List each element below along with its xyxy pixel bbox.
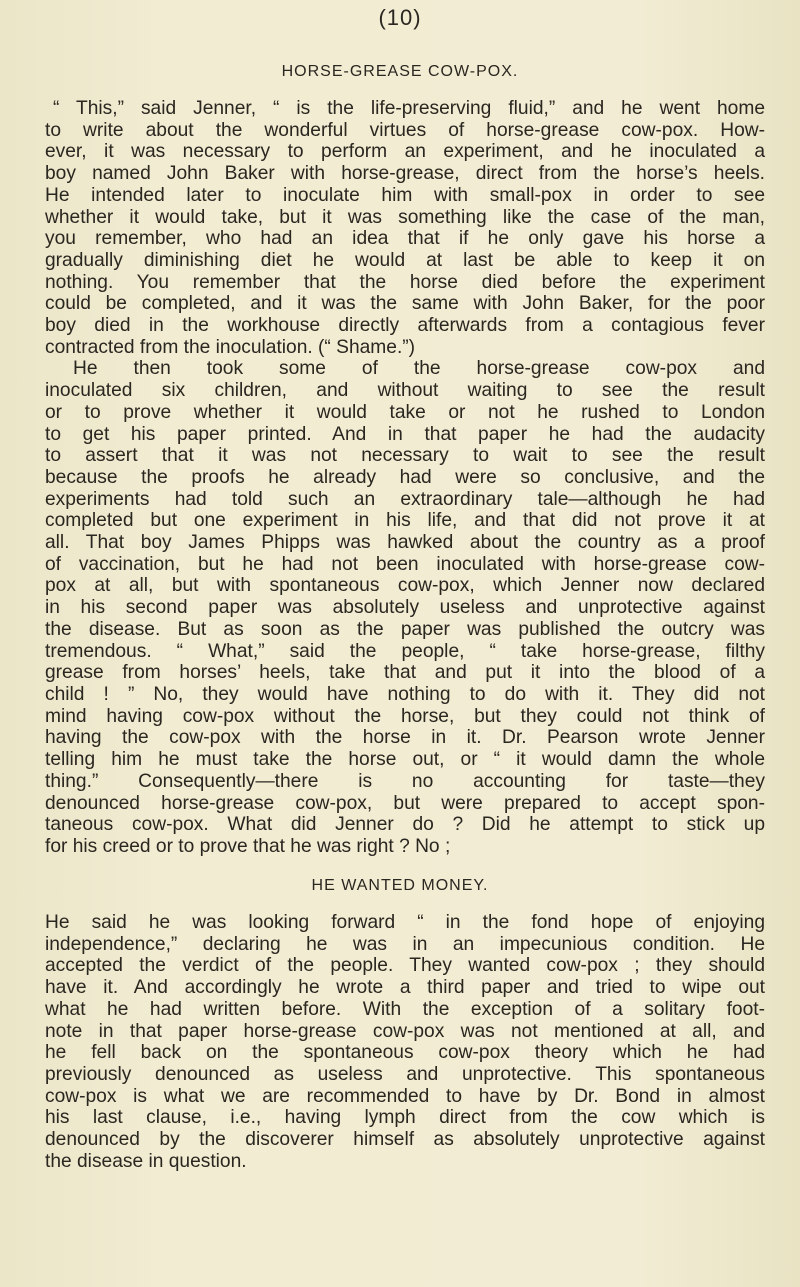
text-line: previously denounced as useless and unprotective. This spontaneous	[45, 1063, 765, 1085]
text-line: to assert that it was not necessary to wait to see the result	[45, 445, 765, 467]
text-line: “ This,” said Jenner, “ is the life-preserving fluid,” and he went home	[53, 98, 765, 119]
paragraph-block-2	[45, 912, 765, 1172]
text-line: having the cow-pox with the horse in it. Dr. Pearson wrote Jenner	[45, 727, 765, 749]
text-line: pox at all, but with spontaneous cow-pox, which Jenner now declared	[45, 575, 765, 597]
text-line: He intended later to inoculate him with small-pox in order to see	[45, 184, 765, 206]
text-line: to get his paper printed. And in that paper he had the audacity	[45, 423, 765, 445]
text-line: or to prove whether it would take or not he rushed to London	[45, 401, 765, 423]
text-line: accepted the verdict of the people. They wanted cow-pox ; they should	[45, 955, 765, 977]
section-heading-horse-grease: HORSE-GREASE COW-POX.	[281, 63, 519, 80]
text-line: boy died in the workhouse directly afterwards from a contagious fever	[45, 315, 765, 337]
text-line: inoculated six children, and without waiting to see the result	[45, 380, 765, 402]
text-line: cow-pox is what we are recommended to have by Dr. Bond in almost	[45, 1085, 765, 1107]
text-line: gradually diminishing diet he would at last be able to keep it on	[45, 249, 765, 271]
text-line: to write about the wonderful virtues of horse-grease cow-pox. How-	[45, 119, 765, 141]
text-line: grease from horses’ heels, take that and put it into the blood of a	[45, 662, 765, 684]
text-line: ever, it was necessary to perform an experiment, and he inoculated a	[45, 141, 765, 163]
text-line: tremendous. “ What,” said the people, “ take horse-grease, filthy	[45, 640, 765, 662]
text-line: the disease in question.	[45, 1150, 247, 1172]
text-line: of vaccination, but he had not been inoculated with horse-grease cow-	[45, 553, 765, 575]
text-line: his last clause, i.e., having lymph direct from the cow which is	[45, 1107, 765, 1129]
text-line: independence,” declaring he was in an impecunious condition. He	[45, 933, 765, 955]
text-line: for his creed or to prove that he was right ? No ;	[45, 835, 451, 857]
text-line: contracted from the inoculation. (“ Shame.”)	[45, 336, 416, 358]
text-line: in his second paper was absolutely useless and unprotective against	[45, 597, 765, 619]
text-line: nothing. You remember that the horse died before the experiment	[45, 271, 765, 293]
text-line: have it. And accordingly he wrote a third paper and tried to wipe out	[45, 977, 765, 999]
text-line: taneous cow-pox. What did Jenner do ? Did he attempt to stick up	[45, 814, 765, 836]
text-line: because the proofs he already had were so conclusive, and the	[45, 466, 765, 488]
text-line: note in that paper horse-grease cow-pox was not mentioned at all, and	[45, 1020, 765, 1042]
text-line: telling him he must take the horse out, or “ it would damn the whole	[45, 749, 765, 771]
text-line: could be completed, and it was the same with John Baker, for the poor	[45, 293, 765, 315]
text-line: child ! ” No, they would have nothing to do with it. They did not	[45, 683, 765, 705]
text-line: he fell back on the spontaneous cow-pox theory which he had	[45, 1042, 765, 1064]
text-line: all. That boy James Phipps was hawked about the country as a proof	[45, 532, 765, 554]
section-heading-wanted-money: HE WANTED MONEY.	[311, 877, 489, 894]
text-line: the disease. But as soon as the paper was published the outcry was	[45, 618, 765, 640]
text-line: denounced by the discoverer himself as absolutely unprotective against	[45, 1129, 765, 1151]
text-line: you remember, who had an idea that if he only gave his horse a	[45, 228, 765, 250]
text-line: mind having cow-pox without the horse, but they could not think of	[45, 705, 765, 727]
text-line: what he had written before. With the exception of a solitary foot-	[45, 998, 765, 1020]
text-line: boy named John Baker with horse-grease, direct from the horse’s heels.	[45, 163, 765, 185]
paragraph-block-1	[45, 98, 765, 858]
text-line: He then took some of the horse-grease cow-pox and	[73, 358, 765, 380]
text-line: denounced horse-grease cow-pox, but were prepared to accept spon-	[45, 792, 765, 814]
text-line: experiments had told such an extraordinary tale—although he had	[45, 488, 765, 510]
text-line: completed but one experiment in his life, and that did not prove it at	[45, 510, 765, 532]
text-line: He said he was looking forward “ in the fond hope of enjoying	[45, 912, 765, 933]
text-line: thing.” Consequently—there is no accounting for taste—they	[45, 770, 765, 792]
text-line: whether it would take, but it was something like the case of the man,	[45, 206, 765, 228]
page-number: (10)	[378, 5, 422, 30]
